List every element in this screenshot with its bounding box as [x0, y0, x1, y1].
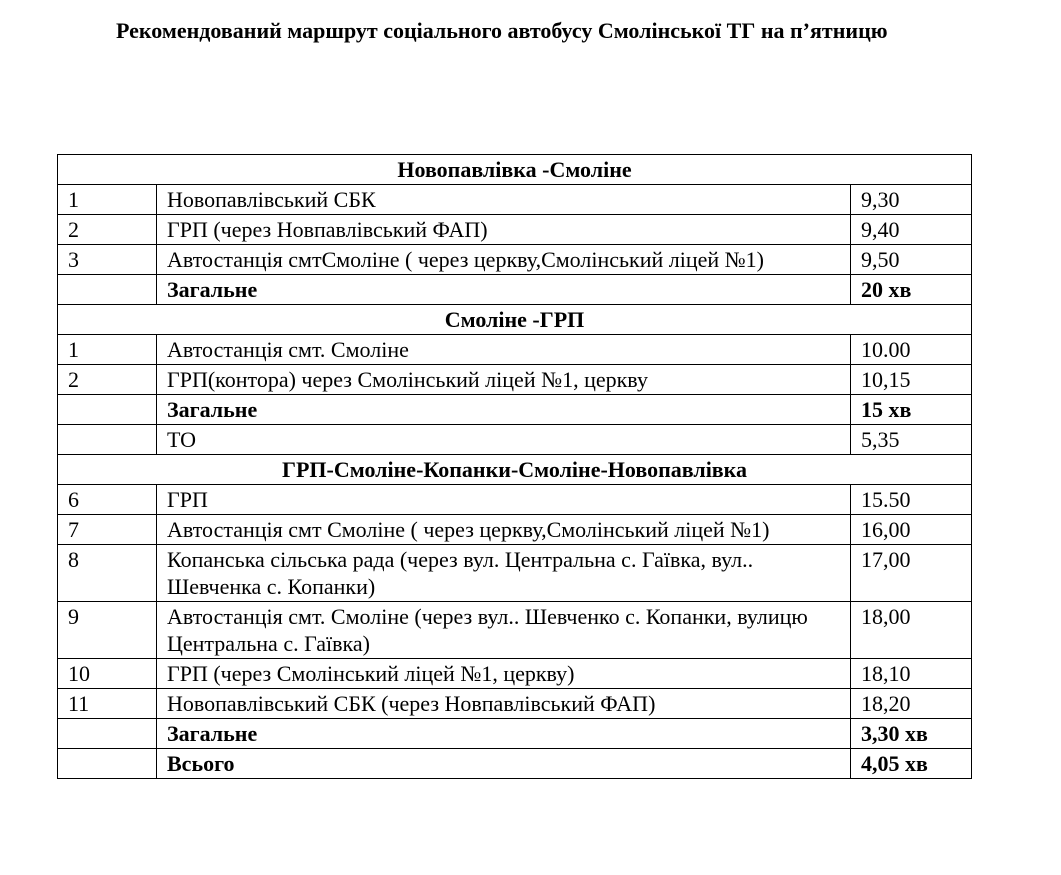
section-header: Новопавлівка -Смоліне: [58, 155, 972, 185]
stop-name: Автостанція смт. Смоліне: [157, 335, 851, 365]
total-row: [58, 275, 972, 305]
stop-time: 15.50: [851, 485, 972, 515]
stop-number: 2: [58, 365, 157, 395]
stop-time: 9,30: [851, 185, 972, 215]
table-row: [58, 602, 972, 659]
total-value: 15 хв: [851, 395, 972, 425]
table-row: [58, 425, 972, 455]
stop-time: 10.00: [851, 335, 972, 365]
total-label: Загальне: [157, 275, 851, 305]
stop-time: 9,50: [851, 245, 972, 275]
stop-time: 16,00: [851, 515, 972, 545]
table-row: [58, 689, 972, 719]
stop-number: 11: [58, 689, 157, 719]
table-row: [58, 659, 972, 689]
table-row: [58, 335, 972, 365]
stop-name: ГРП(контора) через Смолінський ліцей №1, церкву: [157, 365, 851, 395]
stop-name: Новопавлівський СБК: [157, 185, 851, 215]
grand-total-label: Всього: [157, 749, 851, 779]
table-row: [58, 215, 972, 245]
document-title: Рекомендований маршрут соціального автобусу Смолінської ТГ на п’ятницю: [116, 18, 888, 43]
stop-number: 10: [58, 659, 157, 689]
stop-number: 8: [58, 545, 157, 602]
table-row: [58, 365, 972, 395]
section-header: Смоліне -ГРП: [58, 305, 972, 335]
stop-name: Автостанція смтСмоліне ( через церкву,Смолінський ліцей №1): [157, 245, 851, 275]
stop-number: [58, 425, 157, 455]
total-label: Загальне: [157, 395, 851, 425]
section-header: ГРП-Смоліне-Копанки-Смоліне-Новопавлівка: [58, 455, 972, 485]
stop-name: Автостанція смт. Смоліне (через вул.. Шевченко с. Копанки, вулицю Центральна с. Гаївка): [157, 602, 851, 659]
stop-number: 1: [58, 335, 157, 365]
table-row: [58, 515, 972, 545]
route-table: [57, 154, 972, 779]
grand-total-row: [58, 749, 972, 779]
stop-name: Автостанція смт Смоліне ( через церкву,Смолінський ліцей №1): [157, 515, 851, 545]
stop-name: ТО: [157, 425, 851, 455]
stop-name: ГРП (через Новпавлівський ФАП): [157, 215, 851, 245]
stop-time: 10,15: [851, 365, 972, 395]
stop-number: 2: [58, 215, 157, 245]
stop-number: 7: [58, 515, 157, 545]
stop-name: Копанська сільська рада (через вул. Центральна с. Гаївка, вул.. Шевченка с. Копанки): [157, 545, 851, 602]
table-row: [58, 245, 972, 275]
table-row: [58, 545, 972, 602]
total-value: 20 хв: [851, 275, 972, 305]
stop-number: [58, 275, 157, 305]
stop-number: [58, 749, 157, 779]
stop-time: 17,00: [851, 545, 972, 602]
stop-number: 3: [58, 245, 157, 275]
stop-number: 1: [58, 185, 157, 215]
stop-number: [58, 395, 157, 425]
table-row: [58, 185, 972, 215]
stop-name: ГРП (через Смолінський ліцей №1, церкву): [157, 659, 851, 689]
stop-time: 18,20: [851, 689, 972, 719]
section-header-row: [58, 455, 972, 485]
stop-number: [58, 719, 157, 749]
table-row: [58, 485, 972, 515]
stop-time: 18,00: [851, 602, 972, 659]
stop-name: Новопавлівський СБК (через Новпавлівський ФАП): [157, 689, 851, 719]
stop-time: 18,10: [851, 659, 972, 689]
stop-time: 9,40: [851, 215, 972, 245]
grand-total-value: 4,05 хв: [851, 749, 972, 779]
total-value: 3,30 хв: [851, 719, 972, 749]
total-label: Загальне: [157, 719, 851, 749]
stop-time: 5,35: [851, 425, 972, 455]
section-header-row: [58, 155, 972, 185]
stop-number: 9: [58, 602, 157, 659]
stop-name: ГРП: [157, 485, 851, 515]
stop-number: 6: [58, 485, 157, 515]
section-header-row: [58, 305, 972, 335]
total-row: [58, 719, 972, 749]
total-row: [58, 395, 972, 425]
